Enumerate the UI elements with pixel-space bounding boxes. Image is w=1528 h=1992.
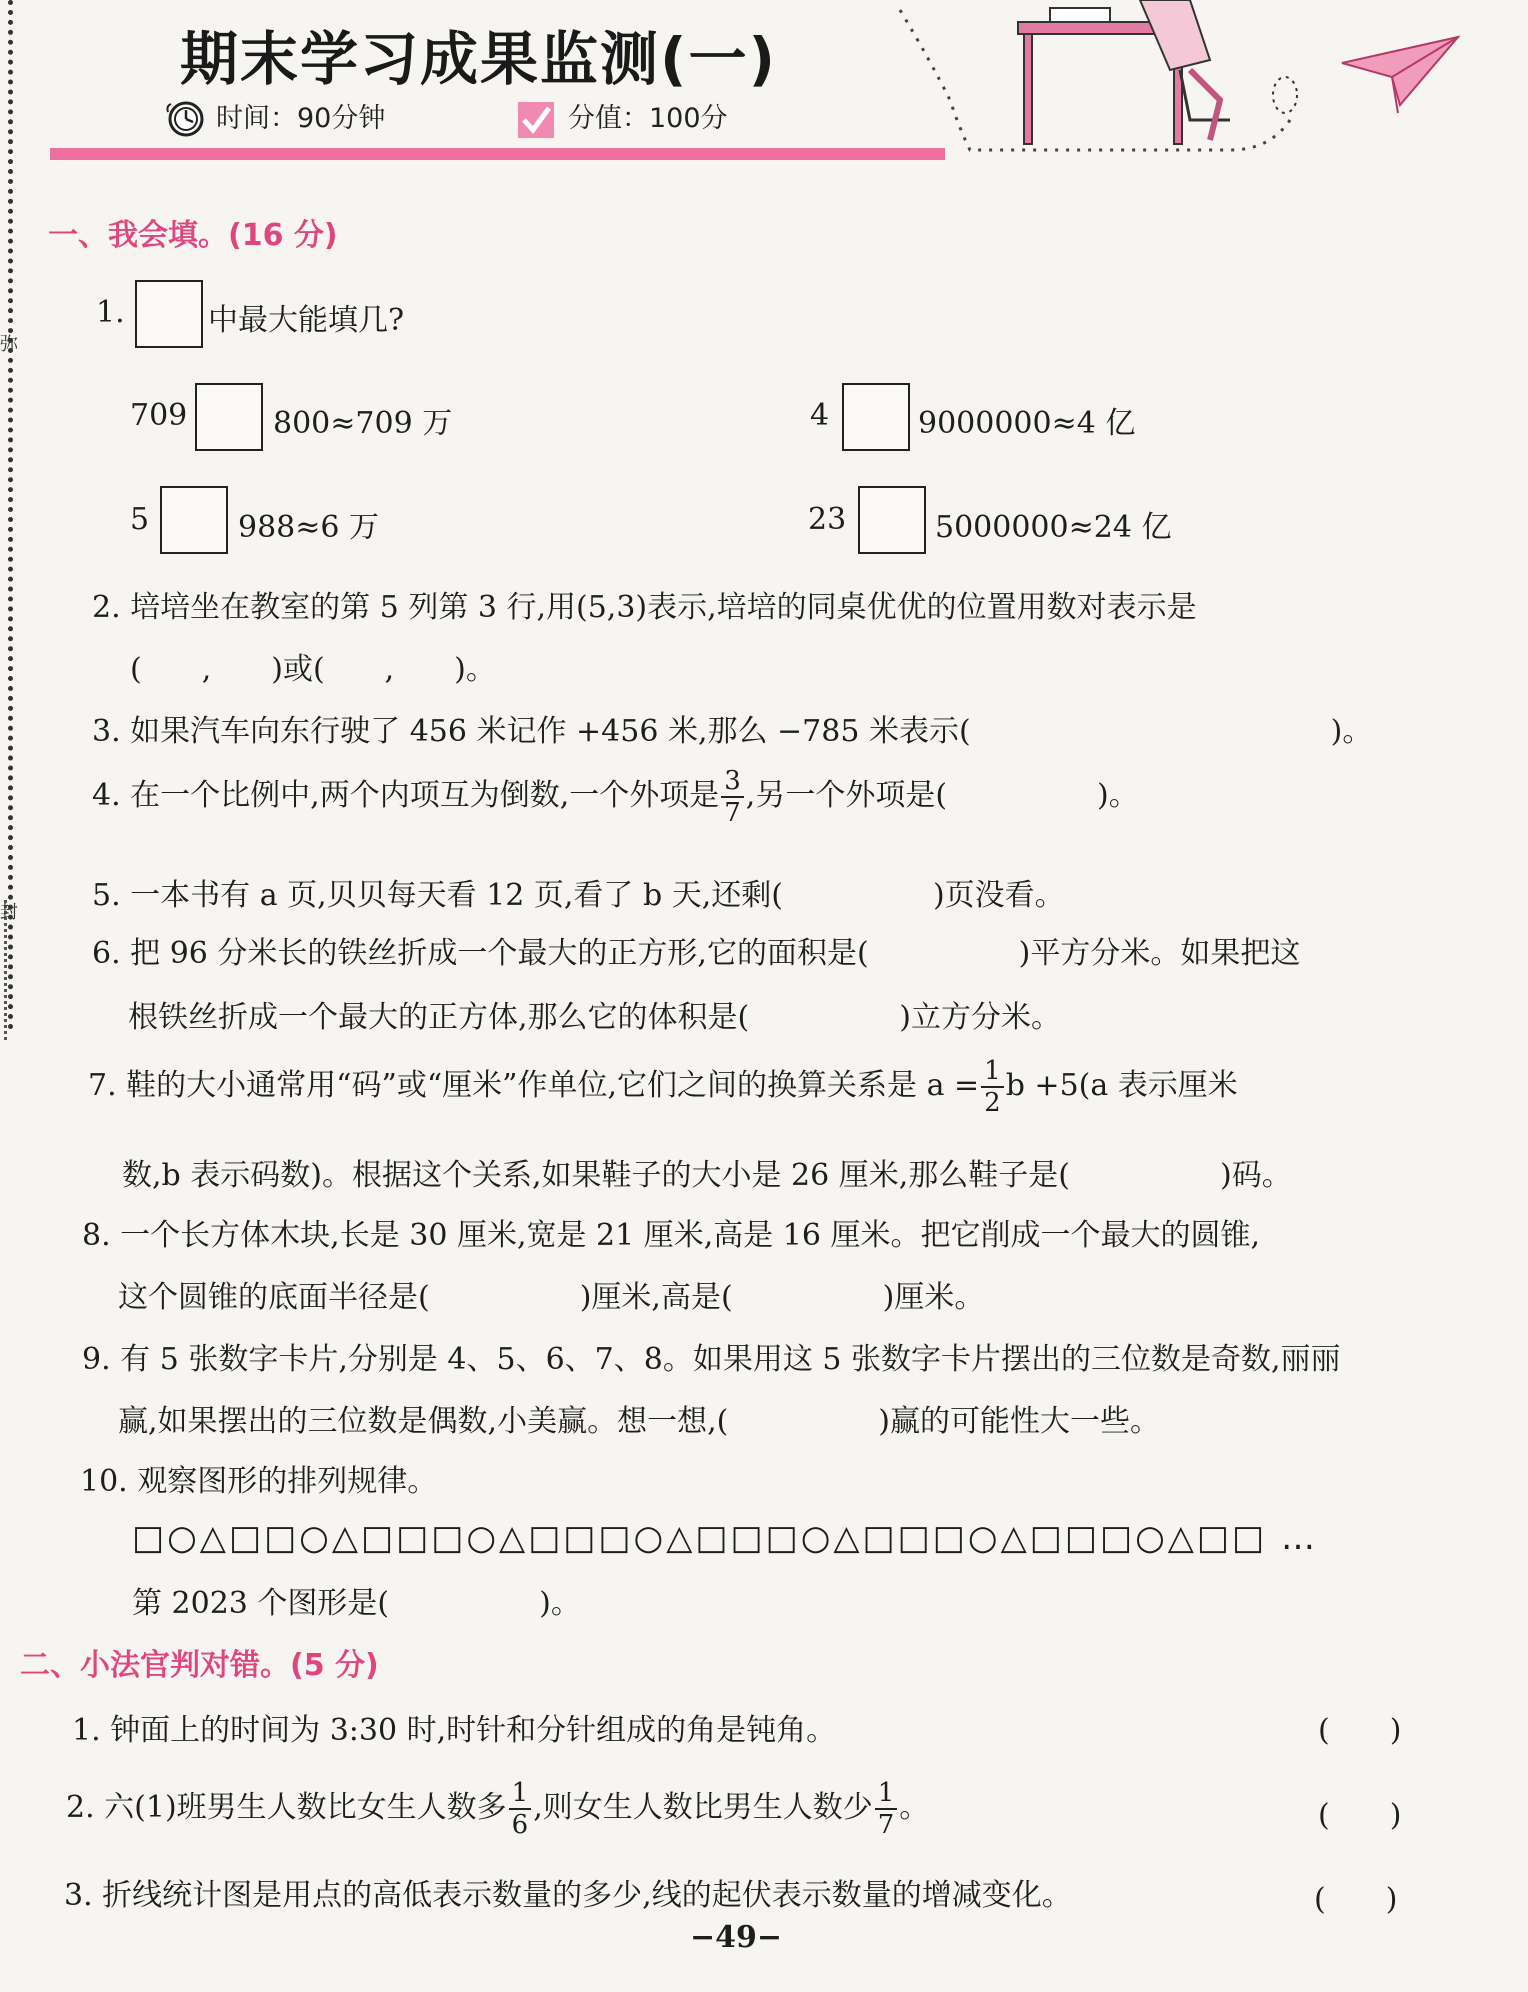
judge-2-fraction-1-numerator: 1 — [509, 1780, 532, 1810]
q7-numerator: 1 — [981, 1058, 1004, 1088]
section-1-heading: 一、我会填。(16 分) — [48, 218, 338, 253]
q7-denominator: 2 — [984, 1088, 1001, 1118]
judge-1-text: 1. 钟面上的时间为 3:30 时,时针和分针组成的角是钝角。 — [72, 1713, 837, 1748]
q10-line3: 第 2023 个图形是( )。 — [132, 1586, 581, 1621]
q1b-answer-box[interactable] — [842, 383, 910, 451]
judge-3-text: 3. 折线统计图是用点的高低表示数量的多少,线的起伏表示数量的增减变化。 — [64, 1878, 1072, 1913]
q6-line2: 根铁丝折成一个最大的正方体,那么它的体积是( )立方分米。 — [128, 1000, 1061, 1035]
q2-line1: 2. 培培坐在教室的第 5 列第 3 行,用(5,3)表示,培培的同桌优优的位置用数对表示是 — [92, 590, 1197, 625]
q4-line — [92, 768, 1139, 826]
q7-line1 — [88, 1058, 1238, 1116]
q4-prefix: 4. 在一个比例中,两个内项互为倒数,一个外项是 — [92, 778, 720, 813]
header-divider — [50, 148, 945, 160]
q1d-suffix: 5000000≈24 亿 — [935, 510, 1172, 545]
judge-2-middle: ,则女生人数比男生人数少 — [533, 1790, 873, 1825]
q9-line2: 赢,如果摆出的三位数是偶数,小美赢。想一想,( )赢的可能性大一些。 — [118, 1404, 1161, 1439]
q1d-prefix: 23 — [808, 502, 847, 537]
judge-2-fraction-1 — [509, 1780, 532, 1838]
judge-2-answer[interactable]: ( ) — [1318, 1798, 1402, 1833]
q10-shape-sequence: □○△□□○△□□□○△□□□○△□□□○△□□□○△□□□○△□□ … — [132, 1518, 1318, 1558]
q10-line1: 10. 观察图形的排列规律。 — [80, 1464, 438, 1499]
judge-1-answer[interactable]: ( ) — [1318, 1713, 1402, 1748]
q7-prefix: 7. 鞋的大小通常用“码”或“厘米”作单位,它们之间的换算关系是 a = — [88, 1068, 980, 1103]
q1c-prefix: 5 — [130, 502, 150, 537]
q1c-answer-box[interactable] — [160, 486, 228, 554]
q8-line2: 这个圆锥的底面半径是( )厘米,高是( )厘米。 — [118, 1280, 985, 1315]
q3-text: 3. 如果汽车向东行驶了 456 米记作 +456 米,那么 −785 米表示( )。 — [92, 714, 1373, 749]
q4-numerator: 3 — [721, 768, 744, 798]
judge-2-fraction-2 — [875, 1780, 898, 1838]
check-icon — [516, 100, 556, 144]
q9-line1: 9. 有 5 张数字卡片,分别是 4、5、6、7、8。如果用这 5 张数字卡片摆出的三位数是奇数,丽丽 — [82, 1342, 1341, 1377]
q1b-suffix: 9000000≈4 亿 — [918, 406, 1136, 441]
q2-line2: ( , )或( , )。 — [130, 652, 496, 687]
binding-margin-dots — [8, 0, 13, 1030]
section-2-heading: 二、小法官判对错。(5 分) — [20, 1648, 379, 1683]
page-number: −49− — [690, 1920, 783, 1955]
student-desk-illustration — [890, 0, 1310, 169]
judge-2-fraction-2-numerator: 1 — [875, 1780, 898, 1810]
q1-example-box — [135, 280, 203, 348]
q1a-prefix: 709 — [130, 398, 188, 433]
score-label: 分值：100分 — [568, 103, 728, 134]
paper-plane-icon — [1340, 35, 1460, 119]
q7-fraction — [981, 1058, 1004, 1116]
judge-2-fraction-1-denominator: 6 — [511, 1810, 529, 1840]
judge-2-text — [66, 1780, 929, 1838]
q1d-answer-box[interactable] — [858, 486, 926, 554]
q1-text: 中最大能填几? — [208, 303, 405, 338]
q7-suffix: b +5(a 表示厘米 — [1005, 1068, 1238, 1103]
judge-2-prefix: 2. 六(1)班男生人数比女生人数多 — [66, 1790, 507, 1825]
page-title: 期末学习成果监测(一) — [180, 25, 778, 93]
q1b-prefix: 4 — [810, 398, 830, 433]
judge-2-fraction-2-denominator: 7 — [877, 1810, 895, 1840]
q7-line2: 数,b 表示码数)。根据这个关系,如果鞋子的大小是 26 厘米,那么鞋子是( )码。 — [122, 1158, 1292, 1193]
q1-number: 1. — [96, 295, 125, 330]
judge-3-answer[interactable]: ( ) — [1314, 1882, 1398, 1917]
q4-suffix: ,另一个外项是( )。 — [745, 778, 1139, 813]
time-label: 时间：90分钟 — [216, 103, 386, 134]
q5-text: 5. 一本书有 a 页,贝贝每天看 12 页,看了 b 天,还剩( )页没看。 — [92, 878, 1065, 913]
q1a-answer-box[interactable] — [195, 383, 263, 451]
q1a-suffix: 800≈709 万 — [273, 406, 453, 441]
margin-char-2: 封 — [0, 902, 18, 923]
q4-fraction — [721, 768, 744, 826]
q6-line1: 6. 把 96 分米长的铁丝折成一个最大的正方形,它的面积是( )平方分米。如果把这 — [92, 936, 1301, 971]
q4-denominator: 7 — [724, 798, 741, 828]
judge-2-suffix: 。 — [899, 1790, 930, 1825]
q1c-suffix: 988≈6 万 — [238, 510, 380, 545]
q8-line1: 8. 一个长方体木块,长是 30 厘米,宽是 21 厘米,高是 16 厘米。把它削成一个最大的圆锥, — [82, 1218, 1261, 1253]
margin-char-1: 弥 — [0, 334, 18, 355]
clock-icon — [165, 98, 205, 142]
